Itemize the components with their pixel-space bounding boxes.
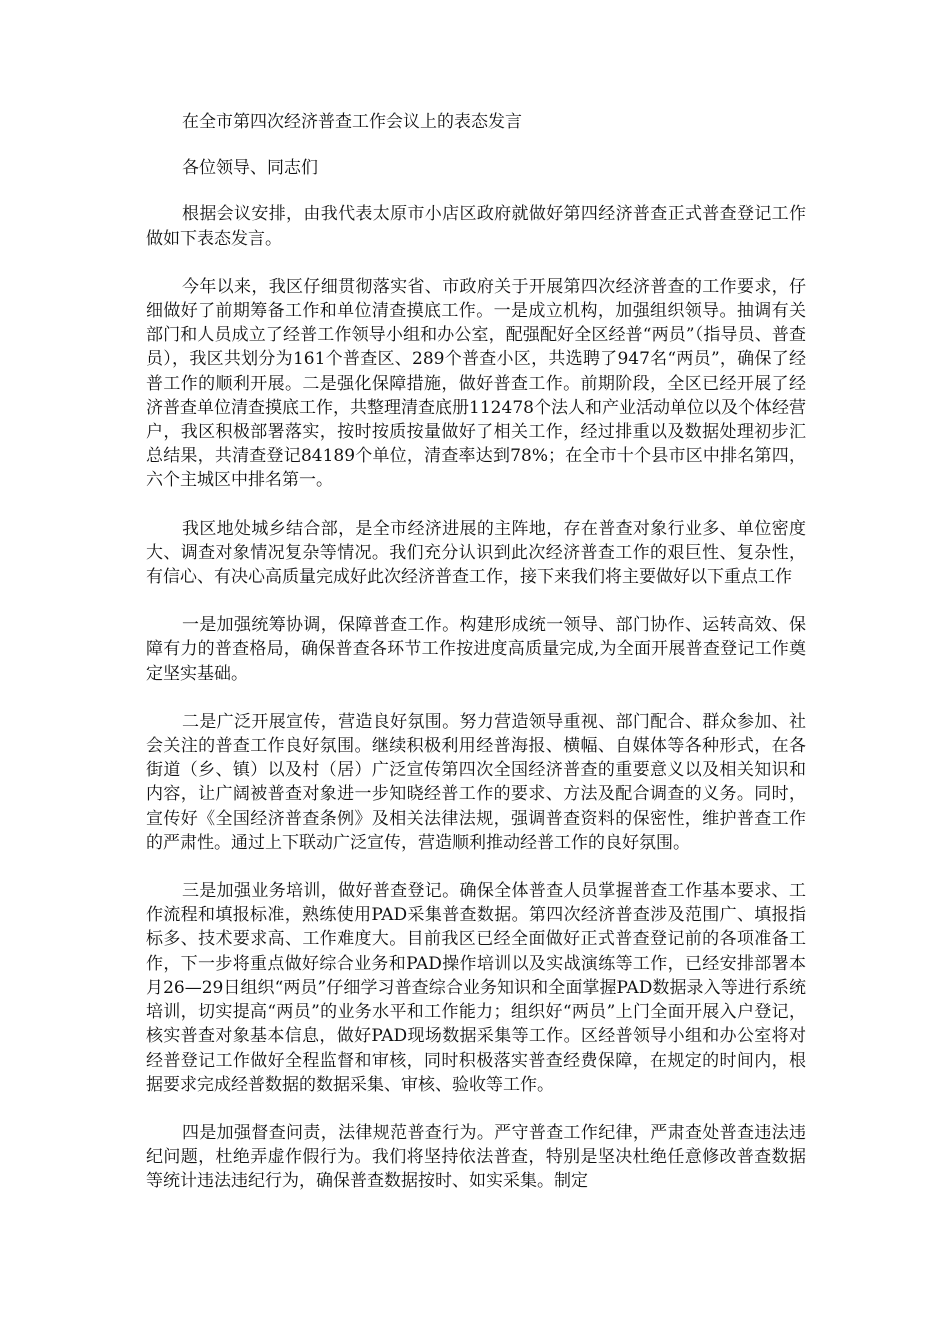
salutation: 各位领导、同志们 [182,158,318,179]
document-title: 在全市第四次经济普查工作会议上的表态发言 [182,112,522,132]
paragraph-3: 我区地处城乡结合部，是全市经济进展的主阵地，存在普查对象行业多、单位密度大、调查对象情况复杂等情况。我们充分认识到此次经济普查工作的艰巨性、复杂性，有信心、有决心高质量完成好此次经济普查工作，接下来我们将主要做好以下重点工作 [146,518,806,588]
paragraph-5: 二是广泛开展宣传，营造良好氛围。努力营造领导重视、部门配合、群众参加、社会关注的普查工作良好氛围。继续积极利用经普海报、横幅、自媒体等各种形式，在各街道（乡、镇）以及村（居）广泛宣传第四次全国经济普查的重要意义以及相关知识和内容，让广阔被普查对象进一步知晓经普工作的要求、方法及配合调查的义务。同时，宣传好《全国经济普查条例》及相关法律法规，强调普查资料的保密性，维护普查工作的严肃性。通过上下联动广泛宣传，营造顺利推动经普工作的良好氛围。 [146,711,806,853]
paragraph-2: 今年以来，我区仔细贯彻落实省、市政府关于开展第四次经济普查的工作要求，仔细做好了前期筹备工作和单位清查摸底工作。一是成立机构，加强组织领导。抽调有关部门和人员成立了经普工作领导小组和办公室，配强配好全区经普“两员”（指导员、普查员），我区共划分为161个普查区、289个普查小区，共选聘了947名“两员”，确保了经普工作的顺利开展。二是强化保障措施，做好普查工作。前期阶段，全区已经开展了经济普查单位清查摸底工作，共整理清查底册112478个法人和产业活动单位以及个体经营户，我区积极部署落实，按时按质按量做好了相关工作，经过排重以及数据处理初步汇总结果，共清查登记84189个单位，清查率达到78%；在全市十个县市区中排名第四，六个主城区中排名第一。 [146,276,806,491]
paragraph-4: 一是加强统筹协调，保障普查工作。构建形成统一领导、部门协作、运转高效、保障有力的普查格局，确保普查各环节工作按进度高质量完成,为全面开展普查登记工作奠定坚实基础。 [146,615,806,684]
paragraph-1: 根据会议安排，由我代表太原市小店区政府就做好第四经济普查正式普查登记工作做如下表态发言。 [146,204,806,249]
paragraph-6: 三是加强业务培训，做好普查登记。确保全体普查人员掌握普查工作基本要求、工作流程和填报标准，熟练使用PAD采集普查数据。第四次经济普查涉及范围广、填报指标多、技术要求高、工作难度大。目前我区已经全面做好正式普查登记前的各项准备工作，下一步将重点做好综合业务和PAD操作培训以及实战演练等工作，已经安排部署本月26—29日组织“两员”仔细学习普查综合业务知识和全面掌握PAD数据录入等进行系统培训，切实提高“两员”的业务水平和工作能力；组织好“两员”上门全面开展入户登记，核实普查对象基本信息，做好PAD现场数据采集等工作。区经普领导小组和办公室将对经普登记工作做好全程监督和审核，同时积极落实普查经费保障，在规定的时间内，根据要求完成经普数据的数据采集、审核、验收等工作。 [146,881,806,1095]
paragraph-7: 四是加强督查问责，法律规范普查行为。严守普查工作纪律，严肃查处普查违法违纪问题，杜绝弄虚作假行为。我们将坚持依法普查，特别是坚决杜绝任意修改普查数据等统计违法违纪行为，确保普查数据按时、如实采集。制定 [146,1122,806,1192]
document-page [146,106,806,1218]
